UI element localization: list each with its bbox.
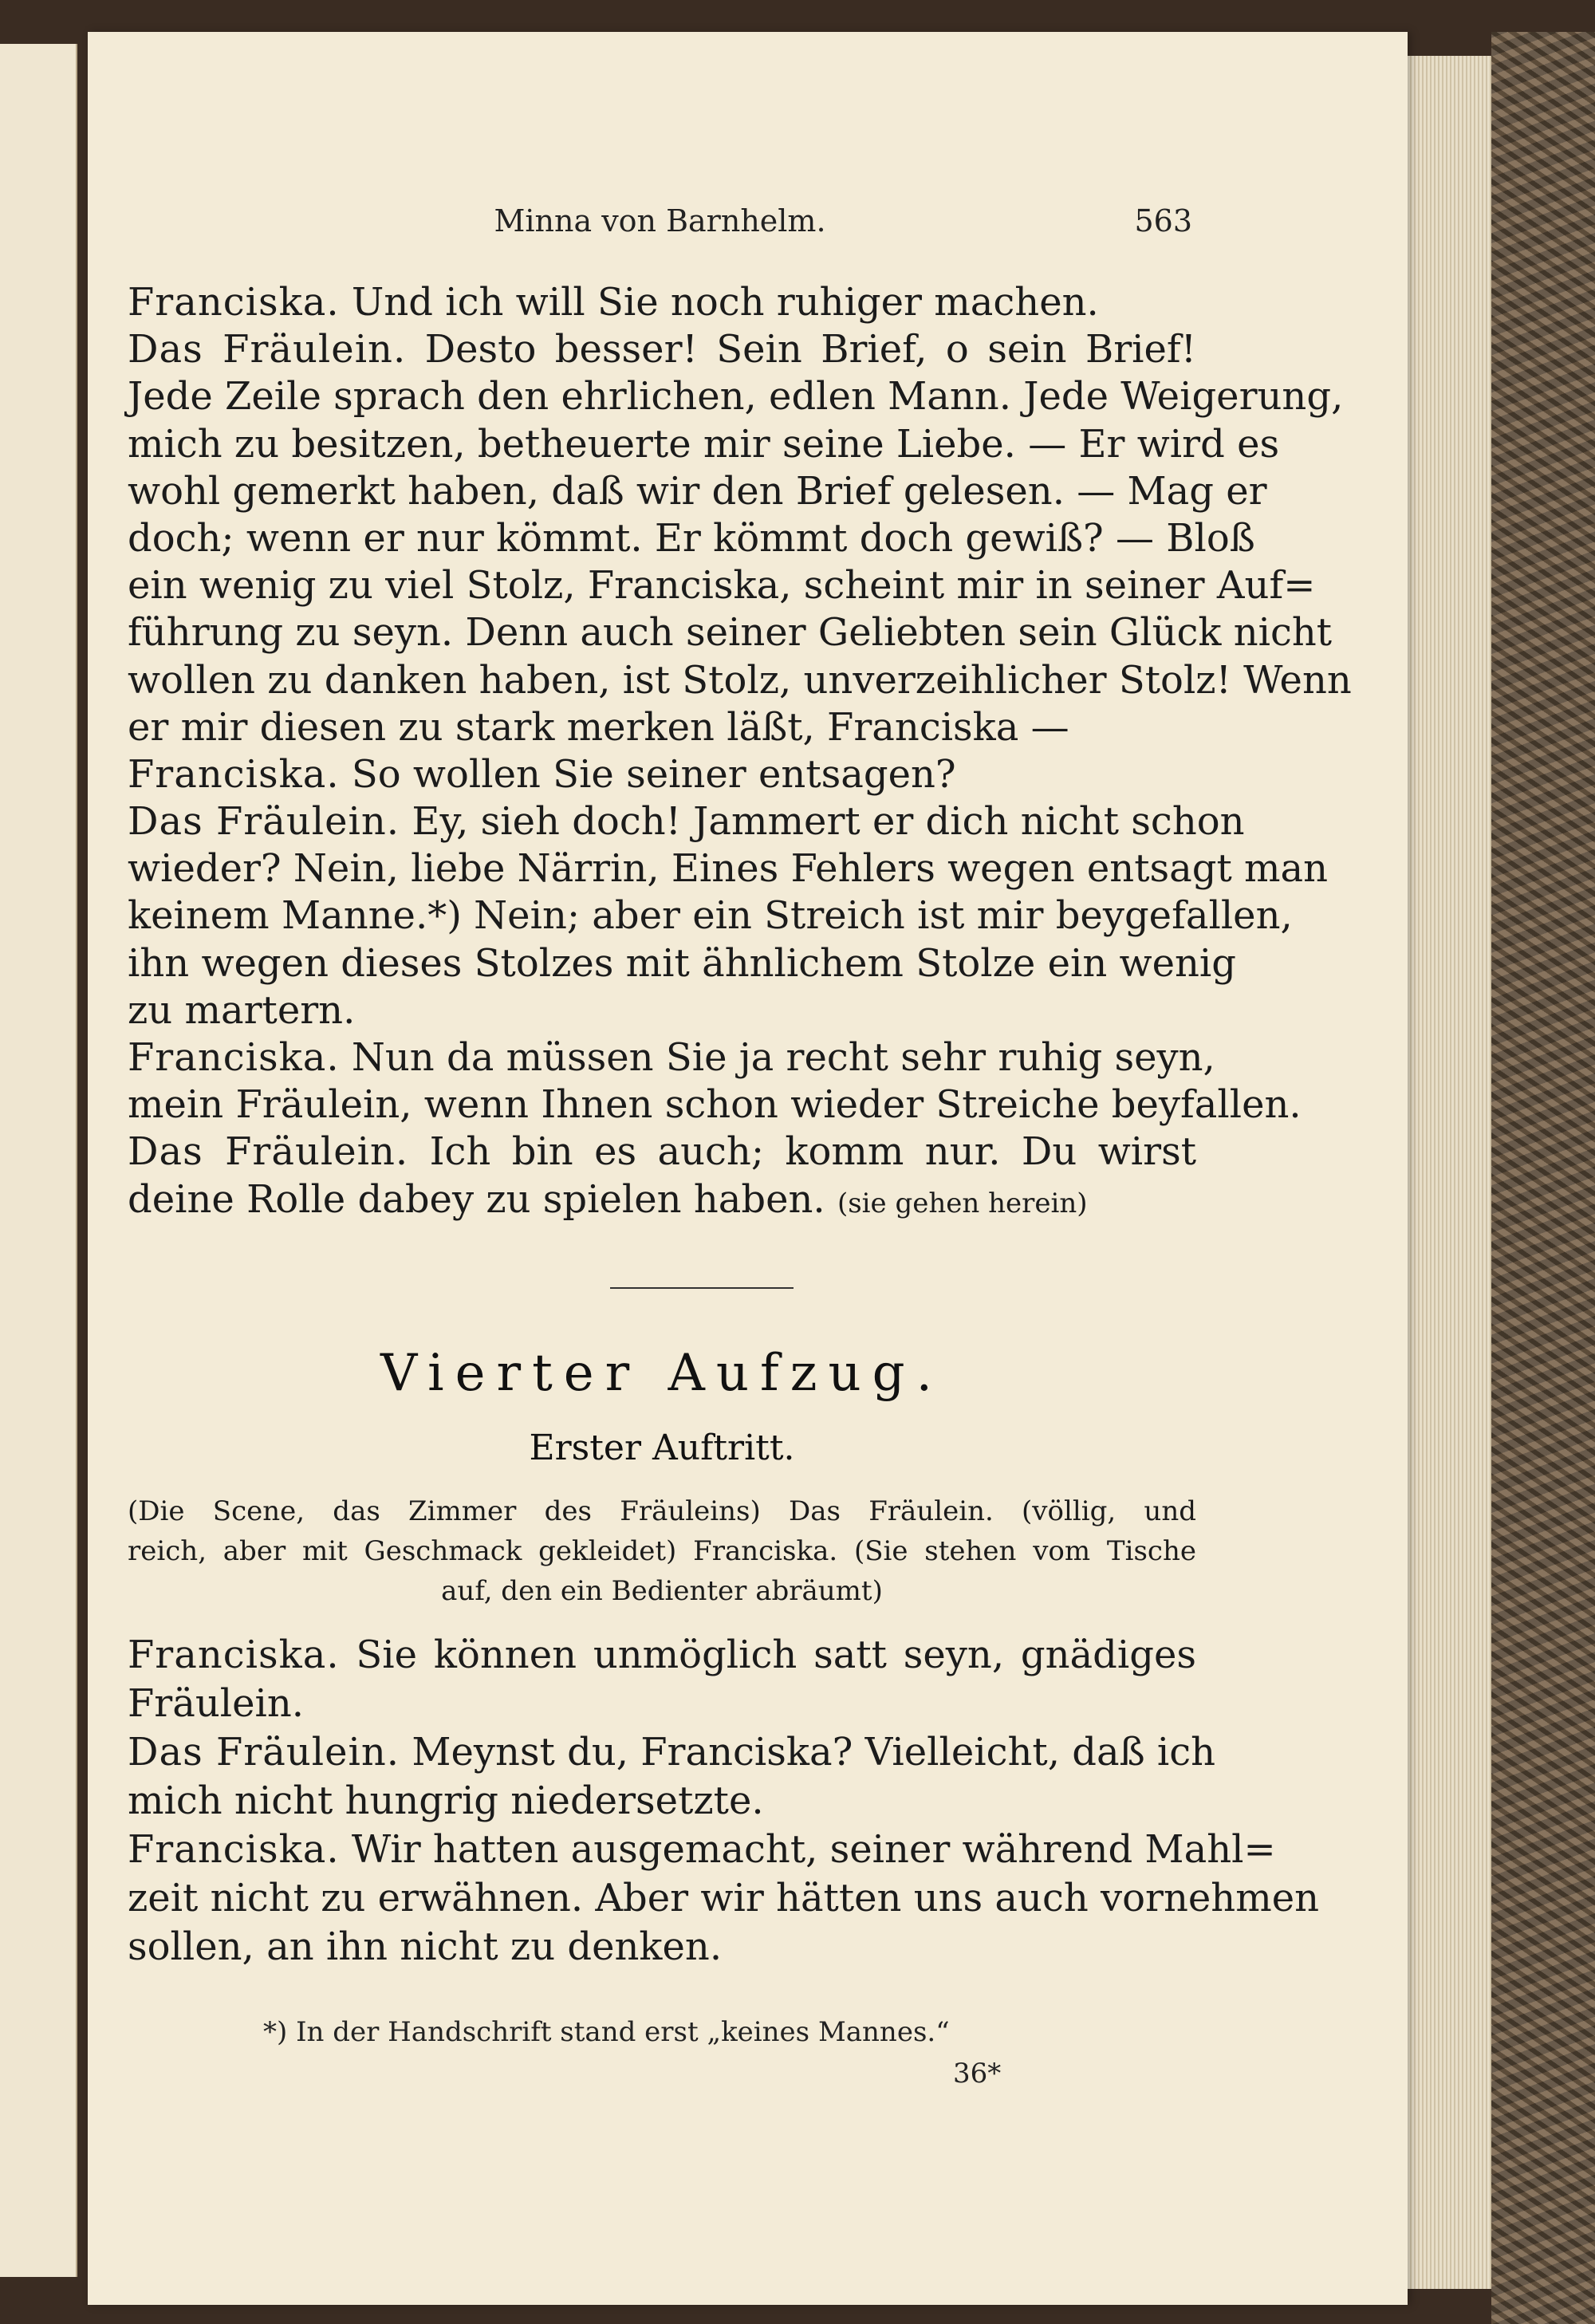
line-text: mich nicht hungrig niedersetzte. (128, 1778, 764, 1823)
line-text: sollen, an ihn nicht zu denken. (128, 1924, 723, 1969)
text-line (128, 1081, 1302, 1129)
speaker-name: Franciska. (128, 1035, 340, 1080)
line-text: reich, aber mit Geschmack gekleidet) Franciska. (Sie stehen vom Tische (128, 1535, 1196, 1567)
text-line (128, 1777, 1196, 1826)
act-heading: Vierter Aufzug. (380, 1344, 943, 1403)
text-line (128, 798, 1245, 845)
text-line (128, 1491, 1196, 1531)
text-line (128, 562, 1316, 609)
text-line (128, 940, 1236, 987)
signature-mark: 36* (953, 2058, 1002, 2090)
text-line (128, 1680, 1196, 1728)
text-line (128, 1129, 1196, 1176)
text-line (128, 1571, 1196, 1611)
line-text: doch; wenn er nur kömmt. Er kömmt doch gewiß? — Bloß (128, 515, 1255, 561)
speaker-name: Franciska. (128, 280, 340, 325)
text-line (128, 1728, 1216, 1777)
speaker-name: Das Fräulein. (128, 799, 400, 845)
line-text: ihn wegen dieses Stolzes mit ähnlichem Stolze ein wenig (128, 940, 1236, 986)
line-text: auf, den ein Bedienter abräumt) (441, 1575, 883, 1607)
line-text: zeit nicht zu erwähnen. Aber wir hätten uns auch vornehmen (128, 1876, 1320, 1920)
left-page-edge (0, 44, 77, 2277)
text-line (128, 326, 1196, 373)
line-text: Meynst du, Franciska? Vielleicht, daß ich (412, 1730, 1216, 1775)
text-line (128, 373, 1344, 420)
line-text: wieder? Nein, liebe Närrin, Eines Fehlers wegen entsagt man (128, 846, 1329, 892)
text-line (128, 1631, 1196, 1680)
line-text: zu martern. (128, 987, 356, 1033)
text-line (128, 1874, 1320, 1923)
text-line (128, 657, 1352, 704)
text-line (128, 1176, 1196, 1223)
text-line (128, 468, 1267, 515)
line-text: Wir hatten ausgemacht, seiner während Mahl= (351, 1827, 1276, 1872)
speaker-name: Franciska. (128, 1633, 340, 1677)
text-line (128, 1034, 1215, 1081)
line-text: Sie können unmöglich satt seyn, gnädiges (356, 1633, 1196, 1677)
line-text: wollen zu danken haben, ist Stolz, unverzeihlicher Stolz! Wenn (128, 657, 1352, 703)
text-line (128, 421, 1280, 468)
speaker-name: Das Fräulein. (128, 1730, 400, 1775)
marbled-cover (1491, 32, 1595, 2324)
speaker-name: Franciska. (128, 1827, 340, 1872)
line-text: Fräulein. (128, 1681, 305, 1726)
line-text: Ich bin es auch; komm nur. Du wirst (429, 1129, 1196, 1175)
scene-heading: Erster Auftritt. (529, 1428, 795, 1468)
line-text: deine Rolle dabey zu spielen haben. (128, 1176, 825, 1222)
line-text: wohl gemerkt haben, daß wir den Brief gelesen. — Mag er (128, 468, 1267, 514)
line-text: mein Fräulein, wenn Ihnen schon wieder Streiche beyfallen. (128, 1082, 1302, 1128)
section-divider (610, 1287, 794, 1289)
text-line (128, 845, 1329, 892)
text-line (128, 1826, 1276, 1874)
line-text: mich zu besitzen, betheuerte mir seine Liebe. — Er wird es (128, 421, 1280, 467)
text-line (128, 609, 1333, 656)
page-number: 563 (1134, 203, 1192, 238)
line-text: Ey, sieh doch! Jammert er dich nicht schon (412, 799, 1245, 845)
line-text: Jede Zeile sprach den ehrlichen, edlen Mann. Jede Weigerung, (128, 374, 1344, 420)
text-line (128, 1531, 1196, 1571)
dialogue-block-act-4 (128, 1631, 1320, 1971)
stage-direction: (sie gehen herein) (837, 1187, 1088, 1219)
speaker-name: Franciska. (128, 751, 340, 797)
line-text: Nun da müssen Sie ja recht sehr ruhig seyn, (351, 1035, 1215, 1080)
running-header (128, 203, 1192, 251)
text-line (128, 279, 1196, 326)
line-text: ein wenig zu viel Stolz, Franciska, scheint mir in seiner Auf= (128, 563, 1316, 609)
speaker-name: Das Fräulein. (128, 327, 407, 372)
line-text: keinem Manne.*) Nein; aber ein Streich ist mir beygefallen, (128, 893, 1293, 939)
line-text: (Die Scene, das Zimmer des Fräuleins) Das Fräulein. (völlig, und (128, 1495, 1196, 1527)
line-text: So wollen Sie seiner entsagen? (351, 751, 956, 797)
text-line (128, 892, 1293, 939)
text-line (128, 987, 1196, 1034)
running-title: Minna von Barnhelm. (494, 203, 826, 238)
line-text: er mir diesen zu stark merken läßt, Franciska — (128, 704, 1069, 750)
text-line (128, 515, 1255, 562)
line-text: führung zu seyn. Denn auch seiner Geliebten sein Glück nicht (128, 610, 1333, 656)
footnote: *) In der Handschrift stand erst „keines Mannes.“ (263, 2016, 950, 2048)
text-line (128, 751, 1196, 798)
line-text: Desto besser! Sein Brief, o sein Brief! (424, 327, 1196, 372)
dialogue-block-act-3-end (128, 279, 1352, 1223)
line-text: Und ich will Sie noch ruhiger machen. (351, 280, 1099, 325)
stage-direction-block (128, 1491, 1196, 1611)
text-line (128, 704, 1196, 751)
speaker-name: Das Fräulein. (128, 1129, 409, 1175)
text-line (128, 1923, 1196, 1971)
